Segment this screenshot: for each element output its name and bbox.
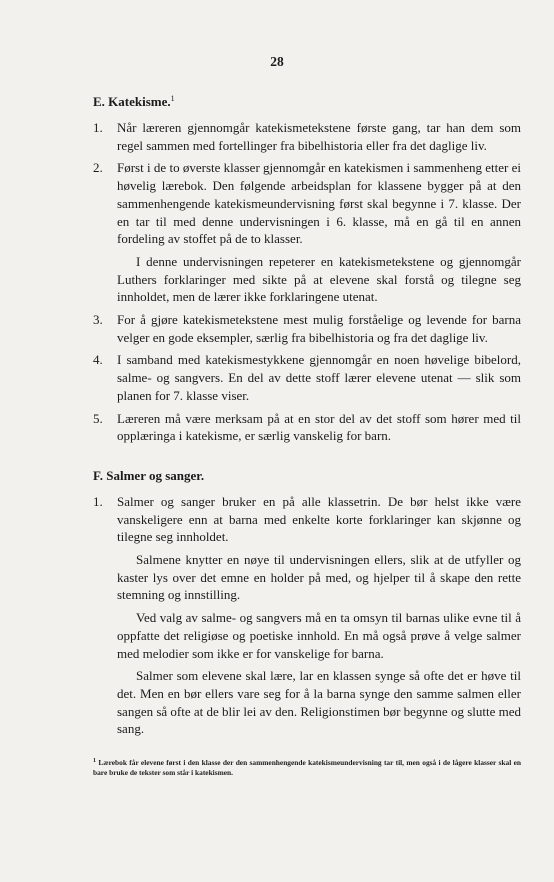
item-text: I samband med katekismestykkene gjennomgår en noen høvelige bibelord, salme- og sangvers. En del av dette stoff lærer elevene utenat — slik som planen for 7. klasse viser. (117, 352, 521, 403)
item-number: 4. (93, 352, 103, 368)
footnote-reference: 1 (170, 94, 175, 103)
paragraph: Salmene knytter en nøye til undervisningen ellers, slik at de utfyller og kaster lys over det emne en holder på med, og hjelper til å skape den rette stemning og innstilling. (117, 552, 521, 603)
item-text: Når læreren gjennomgår katekismetekstene første gang, tar han dem som regel sammen med fortellinger fra bibelhistoria eller fra det daglige liv. (117, 120, 521, 153)
list-item (93, 410, 521, 445)
section-katekisme (93, 90, 521, 445)
list-item (93, 119, 521, 154)
item-text: Læreren må være merksam på at en stor del av det stoff som hører med til opplæringa i katekisme, er særlig vanskelig for barn. (117, 410, 521, 444)
paragraph: Ved valg av salme- og sangvers må en ta omsyn til barnas ulike evne til å oppfatte det religiøse og poetiske innhold. En må også prøve å velge salmer med melodier som ikke er for vanskelige for barna. (117, 610, 521, 661)
list-item (93, 351, 521, 404)
page-number: 28 (270, 54, 284, 69)
item-number: 3. (93, 312, 103, 328)
footnote-text: Lærebok får elevene først i den klasse der den sammenhengende katekismeundervisning tar til, men også i de lågere klasser skal en bare bruke de tekster som står i katekismen. (93, 758, 521, 778)
paragraph: I denne undervisningen repeterer en katekismetekstene og gjennomgår Luthers forklaringer med sikte på at elevene skal forstå og tilegne seg innholdet, men de lærer ikke forklaringene utenat. (117, 253, 521, 305)
item-text: Salmer og sanger bruker en på alle klassetrin. De bør helst ikke være vanskeligere enn at barna med enkelte korte forklaringer kan skjønne og tilegne seg innholdet. (117, 493, 521, 545)
item-text: For å gjøre katekismetekstene mest mulig forståelige og levende for barna velger en gode eksempler, særlig fra bibelhistoria og fra det daglige liv. (117, 312, 521, 345)
item-number: 1. (93, 493, 103, 509)
section-salmer-og-sanger (93, 467, 521, 738)
paragraph: Salmer som elevene skal lære, lar en klassen synge så ofte det er høve til det. Men en bør ellers vare seg for å la barna synge den samme salmen eller sangen så ofte at de blir lei av den. Religionstimen bør begynne og slutte med sang. (117, 668, 521, 737)
item-number: 5. (93, 410, 103, 426)
item-number: 2. (93, 160, 103, 176)
section-heading-f: F. Salmer og sanger. (93, 467, 205, 483)
section-heading-e-text: E. Katekisme. (93, 94, 171, 109)
footnote-marker: 1 (93, 758, 96, 765)
list-item (93, 493, 521, 546)
page-content (93, 90, 521, 778)
footnote (93, 756, 521, 778)
list-item (93, 311, 521, 346)
item-text: Først i de to øverste klasser gjennomgår en katekismen i sammenheng etter ei høvelig lærebok. Den følgende arbeidsplan for klassene bygger på at den sammenhengende katekismeundervisning først skal begynne i 7. klasse. Der en tar til med denne undervisningen i 6. klasse, må en gå til en annen fordeling av stoffet på de to klasser. (117, 160, 521, 247)
item-number: 1. (93, 120, 103, 135)
list-item (93, 159, 521, 248)
section-heading-e (93, 90, 521, 111)
